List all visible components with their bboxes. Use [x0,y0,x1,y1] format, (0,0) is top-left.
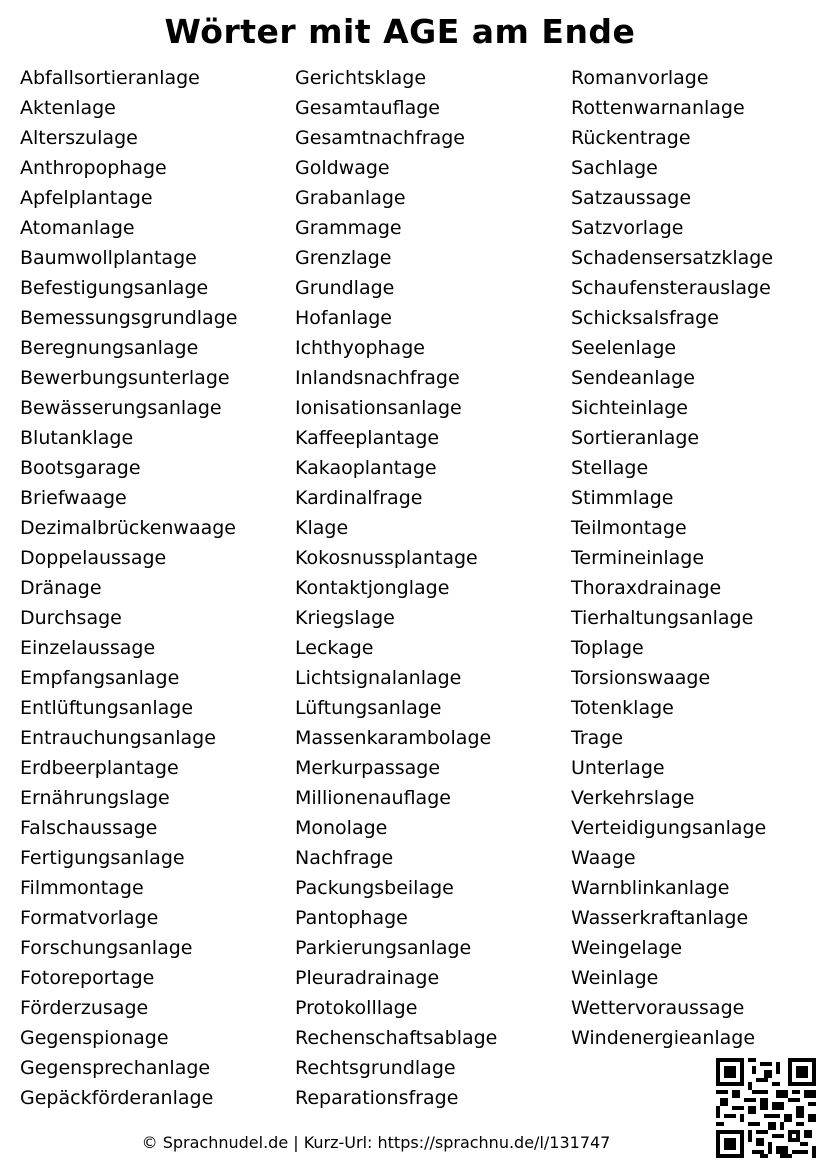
word-item: Anthropophage [20,157,167,179]
word-item: Sendeanlage [571,367,695,389]
word-item: Bemessungsgrundlage [20,307,238,329]
word-item: Schaufensterauslage [571,277,771,299]
word-item: Gepäckförderanlage [20,1087,214,1109]
word-item: Briefwaage [20,487,127,509]
word-item: Waage [571,847,636,869]
word-item: Parkierungsanlage [295,937,472,959]
word-item: Falschaussage [20,817,158,839]
word-item: Kontaktjonglage [295,577,450,599]
word-item: Weingelage [571,937,683,959]
word-item: Fertigungsanlage [20,847,185,869]
word-item: Erdbeerplantage [20,757,179,779]
word-item: Grundlage [295,277,395,299]
word-item: Hofanlage [295,307,392,329]
word-item: Dränage [20,577,102,599]
word-item: Pantophage [295,907,408,929]
word-item: Alterszulage [20,127,138,149]
word-item: Weinlage [571,967,659,989]
word-item: Kardinalfrage [295,487,423,509]
word-item: Durchsage [20,607,122,629]
word-item: Fotoreportage [20,967,155,989]
word-item: Torsionswaage [571,667,711,689]
word-item: Empfangsanlage [20,667,180,689]
page-title: Wörter mit AGE am Ende [164,12,636,51]
word-item: Ichthyophage [295,337,425,359]
word-item: Thoraxdrainage [571,577,722,599]
word-item: Pleuradrainage [295,967,440,989]
word-item: Kriegslage [295,607,395,629]
word-item: Grenzlage [295,247,392,269]
word-item: Gesamtnachfrage [295,127,465,149]
word-item: Millionenauflage [295,787,451,809]
word-item: Klage [295,517,349,539]
word-item: Lichtsignalanlage [295,667,462,689]
word-item: Teilmontage [571,517,687,539]
word-item: Romanvorlage [571,67,709,89]
word-item: Gerichtsklage [295,67,427,89]
word-item: Beregnungsanlage [20,337,199,359]
word-item: Tierhaltungsanlage [571,607,754,629]
word-item: Einzelaussage [20,637,156,659]
word-item: Förderzusage [20,997,149,1019]
word-item: Totenklage [571,697,674,719]
word-item: Baumwollplantage [20,247,197,269]
word-item: Protokolllage [295,997,418,1019]
word-item: Monolage [295,817,388,839]
word-item: Dezimalbrückenwaage [20,517,236,539]
word-item: Formatvorlage [20,907,159,929]
word-column-3 [571,63,773,1053]
word-item: Reparationsfrage [295,1087,459,1109]
word-column-2 [295,63,497,1113]
word-item: Entrauchungsanlage [20,727,216,749]
qr-code-icon [716,1058,816,1158]
footer-credit: © Sprachnudel.de | Kurz-Url: https://sprachnu.de/l/131747 [141,1133,611,1152]
word-item: Wettervoraussage [571,997,745,1019]
word-item: Termineinlage [571,547,705,569]
word-item: Sichteinlage [571,397,688,419]
word-item: Seelenlage [571,337,677,359]
word-item: Ernährungslage [20,787,170,809]
word-item: Windenergieanlage [571,1027,756,1049]
word-item: Ionisationsanlage [295,397,462,419]
word-item: Nachfrage [295,847,394,869]
word-item: Forschungsanlage [20,937,193,959]
word-item: Gesamtauflage [295,97,440,119]
word-item: Sachlage [571,157,658,179]
word-item: Kakaoplantage [295,457,437,479]
word-item: Abfallsortieranlage [20,67,200,89]
word-item: Sortieranlage [571,427,700,449]
word-item: Wasserkraftanlage [571,907,749,929]
word-item: Rechtsgrundlage [295,1057,456,1079]
word-item: Kaffeeplantage [295,427,440,449]
word-item: Lüftungsanlage [295,697,442,719]
word-item: Aktenlage [20,97,116,119]
word-item: Inlandsnachfrage [295,367,460,389]
word-item: Unterlage [571,757,665,779]
word-item: Rechenschaftsablage [295,1027,498,1049]
word-item: Filmmontage [20,877,144,899]
word-item: Schadensersatzklage [571,247,774,269]
word-item: Grammage [295,217,402,239]
word-item: Packungsbeilage [295,877,454,899]
word-item: Trage [571,727,624,749]
word-item: Atomanlage [20,217,135,239]
word-item: Leckage [295,637,374,659]
word-item: Befestigungsanlage [20,277,209,299]
word-item: Massenkarambolage [295,727,492,749]
word-item: Goldwage [295,157,390,179]
word-item: Rückentrage [571,127,691,149]
word-item: Gegenspionage [20,1027,169,1049]
word-item: Apfelplantage [20,187,153,209]
word-item: Kokosnussplantage [295,547,478,569]
word-item: Verteidigungsanlage [571,817,767,839]
word-item: Satzaussage [571,187,692,209]
word-item: Toplage [571,637,644,659]
word-item: Doppelaussage [20,547,167,569]
word-item: Entlüftungsanlage [20,697,194,719]
word-item: Bootsgarage [20,457,141,479]
word-item: Merkurpassage [295,757,441,779]
word-item: Grabanlage [295,187,406,209]
word-item: Gegensprechanlage [20,1057,211,1079]
word-item: Verkehrslage [571,787,695,809]
word-item: Schicksalsfrage [571,307,719,329]
word-item: Stellage [571,457,649,479]
word-item: Satzvorlage [571,217,684,239]
word-item: Rottenwarnanlage [571,97,745,119]
word-item: Warnblinkanlage [571,877,730,899]
word-item: Blutanklage [20,427,134,449]
word-column-1 [20,63,237,1113]
word-item: Stimmlage [571,487,674,509]
word-item: Bewässerungsanlage [20,397,222,419]
word-item: Bewerbungsunterlage [20,367,230,389]
